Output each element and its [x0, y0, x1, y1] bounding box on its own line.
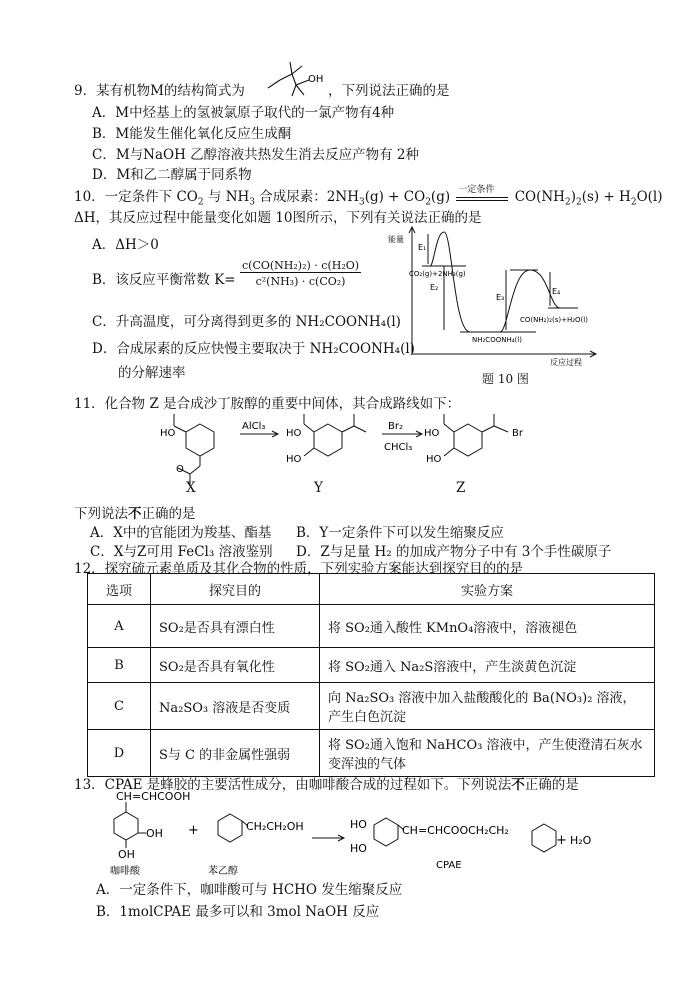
q9-option-b: B．M能发生催化氧化反应生成酮	[92, 126, 292, 142]
q11-synthesis-route	[160, 412, 580, 496]
q11-stem: 11．化合物 Z 是合成沙丁胺醇的重要中间体，其合成路线如下：	[74, 396, 461, 412]
y-benzene-ring	[314, 424, 342, 456]
q10-option-a: A．ΔH＞0	[92, 237, 159, 253]
header-plan: 实验方案	[320, 574, 655, 605]
row-a-plan: 将 SO₂通入酸性 KMnO₄溶液中，溶液褪色	[320, 605, 655, 648]
phenethyl-benzene-ring	[218, 814, 242, 842]
x-o-label: O	[176, 464, 184, 475]
cpae-benzene-ring-1	[374, 818, 398, 846]
y-ho-bottom-label: HO	[286, 454, 302, 465]
plus-sign-1: +	[188, 823, 199, 838]
q11-option-b: B．Y一定条件下可以发生缩聚反应	[296, 525, 504, 541]
caffeic-name: 咖啡酸	[110, 866, 140, 877]
reagent-br2: Br₂	[388, 421, 403, 432]
caffeic-benzene-ring	[114, 812, 138, 840]
row-b-option: B	[88, 648, 151, 683]
q13-reaction-scheme	[100, 790, 620, 878]
cpae-chain-label: CH=CHCOOCH₂CH₂	[402, 824, 509, 837]
q10-option-c: C．升高温度，可分离得到更多的 NH₂COONH₄(l)	[92, 314, 401, 330]
q11-label-z: Z	[456, 480, 466, 496]
q13-option-a: A．一定条件下，咖啡酸可与 HCHO 发生缩聚反应	[96, 882, 403, 898]
q10-stem-line2: ΔH，其反应过程中能量变化如题 10图所示，下列有关说法正确的是	[74, 210, 482, 226]
e3-label: E₃	[496, 293, 505, 302]
caffeic-oh-2: OH	[118, 848, 135, 861]
products-label: CO(NH₂)₂(s)+H₂O(l)	[520, 316, 588, 324]
q9-oh-label: OH	[308, 74, 324, 85]
e4-label: E₄	[552, 287, 561, 296]
phenethyl-name: 苯乙醇	[208, 866, 238, 877]
y-ho-top-label: HO	[286, 428, 302, 439]
x-ho-label: HO	[160, 428, 176, 439]
q11-prompt: 下列说法不正确的是	[74, 506, 196, 522]
q10-option-b: B．该反应平衡常数 K=	[92, 272, 236, 288]
row-d-goal: S与 C 的非金属性强弱	[151, 730, 320, 777]
q13-option-b: B．1molCPAE 最多可以和 3mol NaOH 反应	[96, 904, 380, 920]
e2-label: E₂	[430, 283, 439, 292]
cpae-ho-1: HO	[350, 818, 367, 831]
cpae-benzene-ring-2	[532, 824, 556, 852]
q11-label-y: Y	[314, 480, 323, 496]
row-d-option: D	[88, 730, 151, 777]
row-a-goal: SO₂是否具有漂白性	[151, 605, 320, 648]
q10-k-denominator: c²(NH₃) · c(CO₂)	[255, 275, 346, 288]
table-header-row	[88, 574, 655, 605]
z-benzene-ring	[454, 424, 482, 456]
q10-stem-line1: 10．一定条件下 $CO_2$ 与 $NH_3$ 合成尿素：$2NH_3(g) + CO_2(g)$ 一定条件 $CO(NH_2)_2(s) + H_2O(l)$	[74, 185, 663, 208]
q11-option-c: C．X与Z可用 FeCl₃ 溶液鉴别	[90, 544, 273, 560]
header-option: 选项	[88, 574, 151, 605]
table-row	[88, 648, 655, 683]
reagent-alcl3: AlCl₃	[242, 421, 266, 432]
q9-option-c: C．M与NaOH 乙醇溶液共热发生消去反应产物有 2种	[92, 147, 420, 163]
q9-stem: 9．某有机物M的结构简式为	[74, 83, 245, 99]
q10-arrow-label: 一定条件	[458, 184, 495, 195]
q11-option-d: D．Z与足量 H₂ 的加成产物分子中有 3个手性碳原子	[296, 544, 612, 560]
table-row	[88, 730, 655, 777]
reactants-label: CO₂(g)+2NH₃(g)	[409, 270, 466, 278]
row-c-goal: Na₂SO₃ 溶液是否变质	[151, 683, 320, 730]
cpae-ho-2: HO	[350, 842, 367, 855]
q10-k-numerator: c(CO(NH₂)₂) · c(H₂O)	[242, 259, 360, 272]
cpae-name: CPAE	[436, 860, 462, 871]
x-benzene-ring	[186, 424, 214, 456]
q11-option-a: A．X中的官能团为羧基、酯基	[90, 525, 272, 541]
q12-experiment-table	[87, 573, 655, 777]
q9-option-d: D．M和乙二醇属于同系物	[92, 167, 252, 183]
z-br-label: Br	[512, 428, 523, 439]
row-b-goal: SO₂是否具有氧化性	[151, 648, 320, 683]
q9-option-a: A．M中烃基上的氢被氯原子取代的一氯产物有4种	[92, 105, 395, 121]
q13-stem: 13．CPAE 是蜂胶的主要活性成分，由咖啡酸合成的过程如下。下列说法不正确的是	[74, 777, 579, 793]
table-row	[88, 605, 655, 648]
row-b-plan: 将 SO₂通入 Na₂S溶液中，产生淡黄色沉淀	[320, 648, 655, 683]
caffeic-oh-1: OH	[146, 827, 163, 840]
q11-label-x: X	[186, 480, 196, 496]
plus-sign-2: +	[556, 833, 567, 848]
q9-structure-figure	[262, 58, 328, 102]
row-a-option: A	[88, 605, 151, 648]
q10-k-fraction	[240, 259, 361, 288]
table-row	[88, 683, 655, 730]
row-d-plan: 将 SO₂通入饱和 NaHCO₃ 溶液中，产生使澄清石灰水变浑浊的气体	[320, 730, 655, 777]
z-ho-bottom-label: HO	[426, 454, 442, 465]
water-label: H₂O	[570, 834, 592, 847]
header-goal: 探究目的	[151, 574, 320, 605]
phenethyl-chain-label: CH₂CH₂OH	[246, 820, 304, 833]
e1-label: E₁	[418, 243, 427, 252]
row-c-plan: 向 Na₂SO₃ 溶液中加入盐酸酸化的 Ba(NO₃)₂ 溶液，产生白色沉淀	[320, 683, 655, 730]
q10-energy-diagram	[388, 224, 606, 386]
q10-option-d-line1: D．合成尿素的反应快慢主要取决于 NH₂COONH₄(l)	[92, 341, 415, 357]
q10-figure-caption: 题 10 图	[482, 372, 529, 386]
q10-reaction-arrow	[454, 184, 510, 205]
q10-option-d-line2: 的分解速率	[118, 365, 186, 381]
q9-stem-tail: ，下列说法正确的是	[328, 83, 450, 99]
energy-axis-label: 能量	[388, 235, 404, 244]
q12-stem: 12．探究硫元素单质及其化合物的性质，下列实验方案能达到探究目的的是	[74, 561, 524, 577]
row-c-option: C	[88, 683, 151, 730]
caffeic-chain-label: CH=CHCOOH	[116, 790, 191, 803]
z-ho-top-label: HO	[424, 428, 440, 439]
reagent-chcl3: CHCl₃	[384, 442, 413, 453]
process-axis-label: 反应过程	[550, 358, 582, 367]
intermediate-label: NH₂COONH₄(l)	[472, 336, 522, 344]
